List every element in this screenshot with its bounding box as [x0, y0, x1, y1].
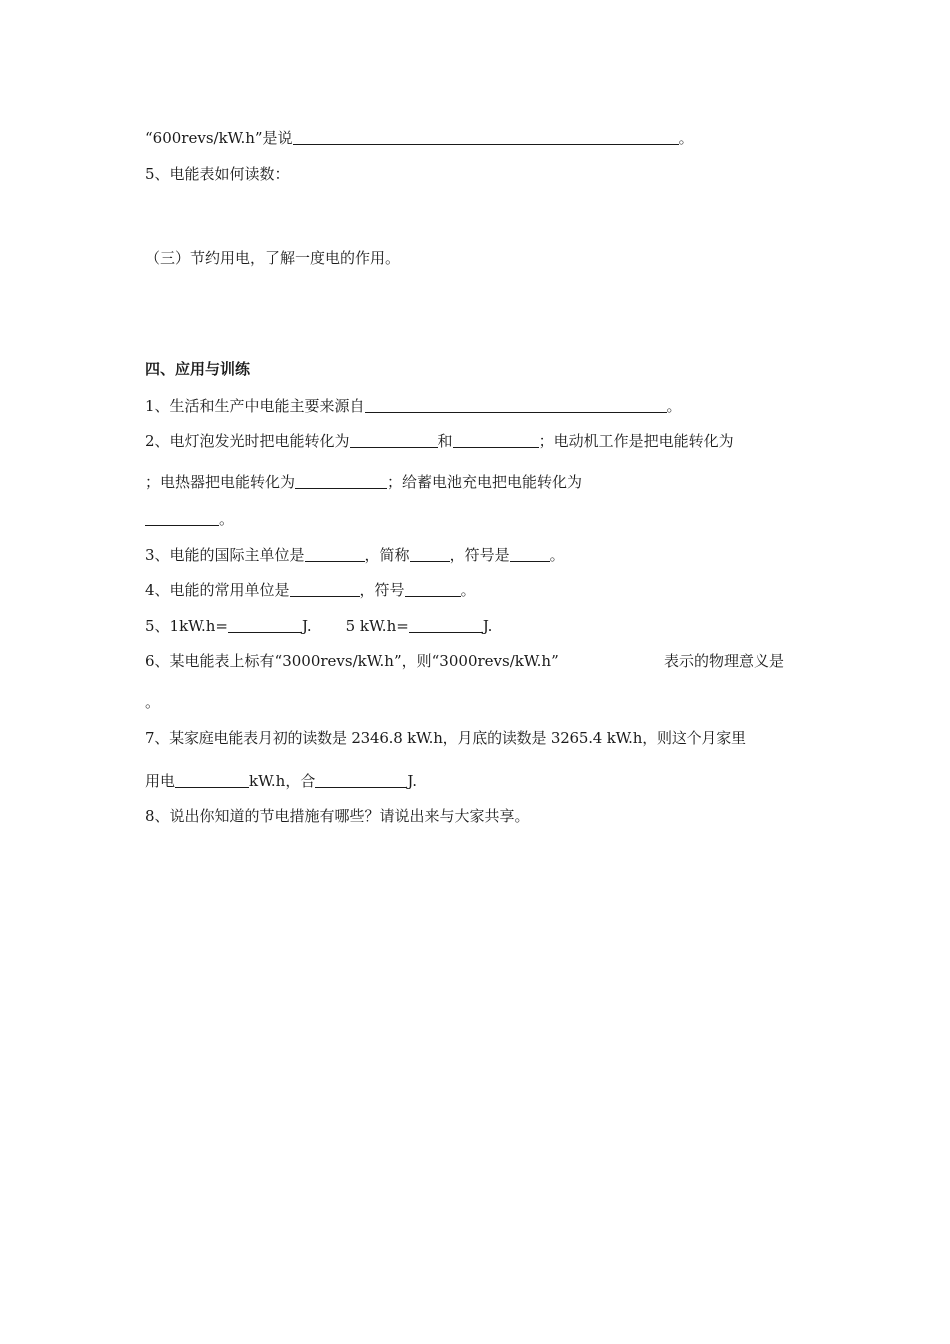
answer-blank[interactable]: [453, 431, 539, 448]
question-4: 4、电能的常用单位是 ，符号 。: [145, 581, 476, 599]
question-8: 8、说出你知道的节电措施有哪些？请说出来与大家共享。: [145, 807, 530, 825]
answer-blank[interactable]: [145, 509, 219, 526]
answer-blank[interactable]: [365, 396, 667, 413]
answer-blank[interactable]: [290, 580, 360, 597]
meter-meaning-line: “600revs/kW.h”是说 。: [145, 129, 694, 147]
answer-blank[interactable]: [350, 431, 438, 448]
section-four-title: 四、应用与训练: [145, 360, 251, 378]
question-7-line-2: 用电 kW.h，合 J.: [145, 772, 417, 790]
answer-blank[interactable]: [510, 545, 550, 562]
question-1: 1、生活和生产中电能主要来源自 。: [145, 397, 682, 415]
question-3: 3、电能的国际主单位是 ，简称 ，符号是 。: [145, 546, 565, 564]
question-2-line-1: 2、电灯泡发光时把电能转化为 和 ；电动机工作是把电能转化为: [145, 432, 734, 450]
question-2-line-2: ；电热器把电能转化为 ；给蓄电池充电把电能转化为: [145, 473, 583, 491]
question-6-tail: 表示的物理意义是: [664, 652, 785, 670]
question-7-line-1: 7、某家庭电能表月初的读数是 2346.8 kW.h，月底的读数是 3265.4 kW.h，则这个月家里: [145, 729, 746, 747]
answer-blank[interactable]: [175, 771, 249, 788]
answer-blank[interactable]: [295, 472, 387, 489]
question-6-line-1: 6、某电能表上标有“3000revs/kW.h”，则“3000revs/kW.h”: [145, 652, 559, 670]
answer-blank[interactable]: [228, 616, 302, 633]
answer-blank[interactable]: [409, 616, 483, 633]
answer-blank[interactable]: [293, 128, 679, 145]
question-6-line-2: 。: [145, 693, 161, 711]
section-three-title: （三）节约用电，了解一度电的作用。: [145, 249, 401, 267]
answer-blank[interactable]: [305, 545, 365, 562]
meter-label: “600revs/kW.h”是说: [145, 129, 293, 147]
meter-reading-question: 5、电能表如何读数：: [145, 165, 290, 183]
answer-blank[interactable]: [315, 771, 407, 788]
question-2-line-3: 。: [145, 509, 234, 529]
answer-blank[interactable]: [410, 545, 450, 562]
question-5: 5、1kW.h= J. 5 kW.h= J.: [145, 617, 493, 635]
answer-blank[interactable]: [405, 580, 461, 597]
